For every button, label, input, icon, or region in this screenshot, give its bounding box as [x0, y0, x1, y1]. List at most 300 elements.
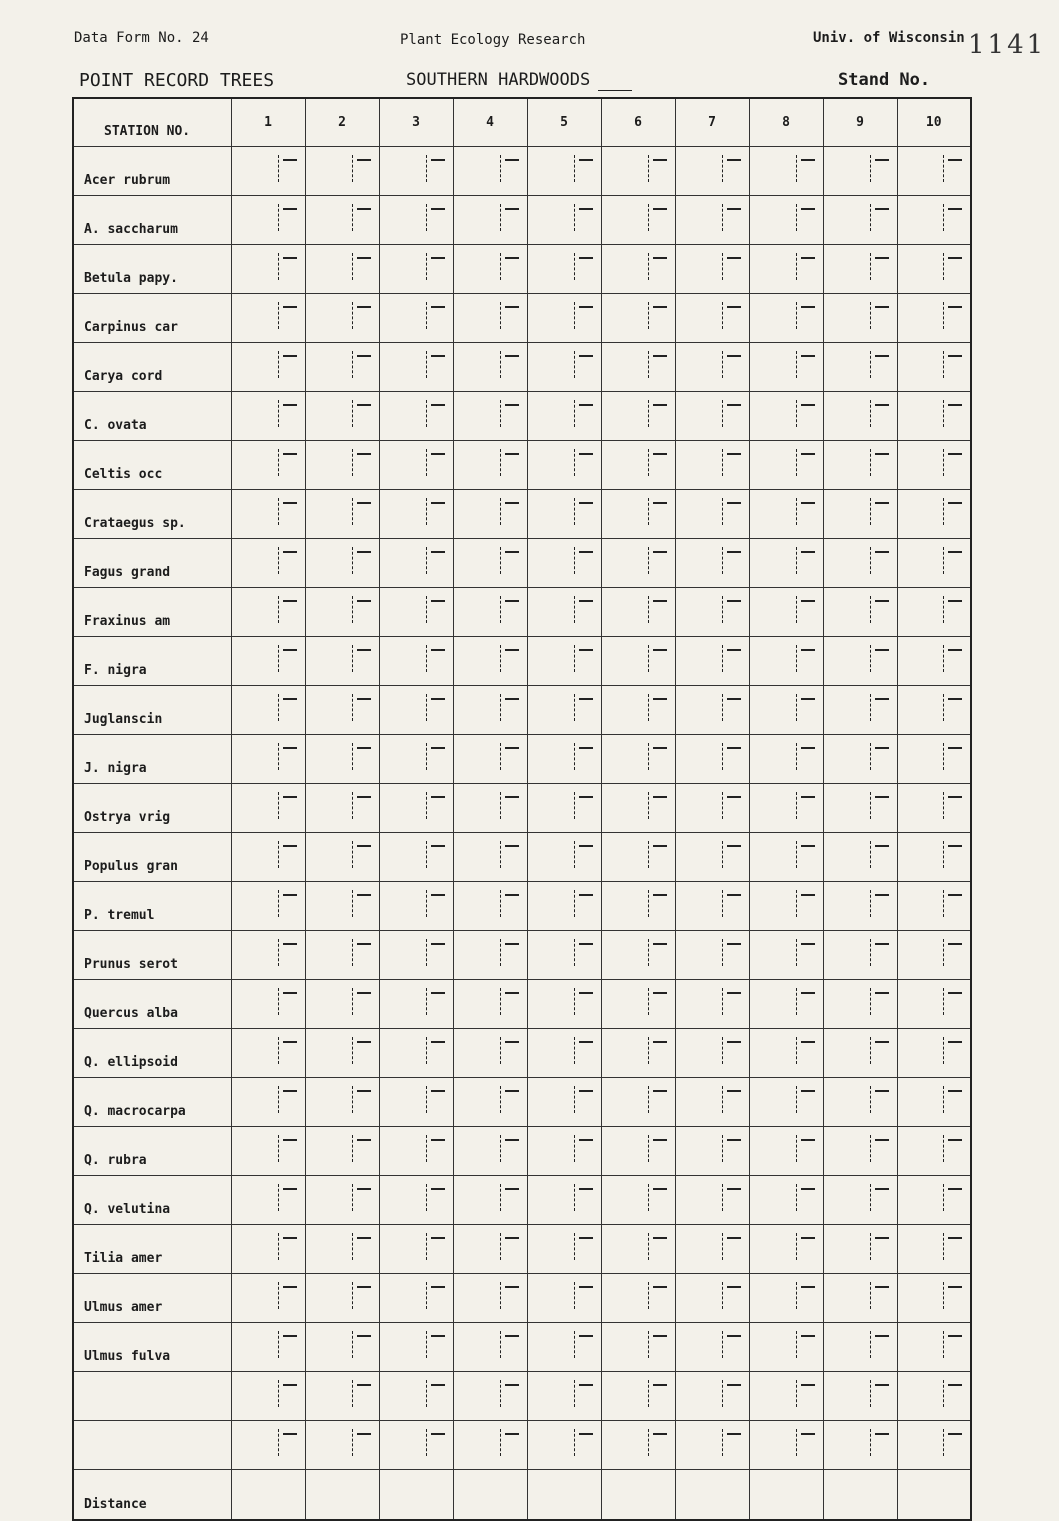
- entry-cell[interactable]: [823, 784, 897, 833]
- entry-cell[interactable]: [453, 1421, 527, 1470]
- subdivision-mark: [870, 939, 871, 966]
- entry-cell[interactable]: [601, 196, 675, 245]
- entry-cell[interactable]: [601, 833, 675, 882]
- entry-cell[interactable]: [601, 1274, 675, 1323]
- entry-cell[interactable]: [453, 539, 527, 588]
- entry-cell[interactable]: [231, 735, 305, 784]
- entry-cell[interactable]: [749, 686, 823, 735]
- entry-cell[interactable]: [527, 588, 601, 637]
- entry-cell[interactable]: [527, 1225, 601, 1274]
- entry-cell[interactable]: [305, 882, 379, 931]
- entry-cell[interactable]: [231, 392, 305, 441]
- entry-cell[interactable]: [453, 392, 527, 441]
- entry-cell[interactable]: [675, 1421, 749, 1470]
- entry-cell[interactable]: [231, 1323, 305, 1372]
- entry-cell[interactable]: [675, 1176, 749, 1225]
- entry-cell[interactable]: [675, 147, 749, 196]
- entry-cell[interactable]: [305, 490, 379, 539]
- entry-cell[interactable]: [231, 1029, 305, 1078]
- subdivision-dash: [875, 1139, 889, 1141]
- entry-cell[interactable]: [527, 833, 601, 882]
- entry-cell[interactable]: [379, 343, 453, 392]
- entry-cell[interactable]: [675, 1078, 749, 1127]
- entry-cell[interactable]: [453, 882, 527, 931]
- entry-cell[interactable]: [527, 931, 601, 980]
- entry-cell[interactable]: [749, 1127, 823, 1176]
- entry-cell[interactable]: [527, 1127, 601, 1176]
- entry-cell[interactable]: [379, 245, 453, 294]
- entry-cell[interactable]: [379, 735, 453, 784]
- entry-cell[interactable]: [453, 1372, 527, 1421]
- species-name: Carpinus car: [73, 294, 231, 343]
- entry-cell[interactable]: [897, 833, 971, 882]
- entry-cell[interactable]: [823, 147, 897, 196]
- entry-cell[interactable]: [601, 1029, 675, 1078]
- entry-cell[interactable]: [379, 196, 453, 245]
- entry-cell[interactable]: [675, 490, 749, 539]
- subdivision-dash: [948, 306, 962, 308]
- entry-cell[interactable]: [601, 1421, 675, 1470]
- entry-cell[interactable]: [601, 539, 675, 588]
- entry-cell[interactable]: [453, 441, 527, 490]
- entry-cell[interactable]: [897, 441, 971, 490]
- entry-cell[interactable]: [823, 1225, 897, 1274]
- entry-cell[interactable]: [601, 882, 675, 931]
- entry-cell[interactable]: [379, 1127, 453, 1176]
- entry-cell[interactable]: [379, 1176, 453, 1225]
- entry-cell[interactable]: [823, 588, 897, 637]
- entry-cell[interactable]: [601, 490, 675, 539]
- entry-cell[interactable]: [453, 735, 527, 784]
- entry-cell[interactable]: [231, 784, 305, 833]
- entry-cell[interactable]: [749, 490, 823, 539]
- entry-cell[interactable]: [305, 1274, 379, 1323]
- entry-cell[interactable]: [675, 1127, 749, 1176]
- entry-cell[interactable]: [823, 1078, 897, 1127]
- entry-cell[interactable]: [601, 1372, 675, 1421]
- entry-cell[interactable]: [379, 441, 453, 490]
- entry-cell[interactable]: [897, 686, 971, 735]
- entry-cell[interactable]: [601, 784, 675, 833]
- entry-cell[interactable]: [749, 1029, 823, 1078]
- entry-cell[interactable]: [305, 392, 379, 441]
- entry-cell[interactable]: [749, 245, 823, 294]
- entry-cell[interactable]: [379, 833, 453, 882]
- entry-cell[interactable]: [675, 833, 749, 882]
- entry-cell[interactable]: [601, 980, 675, 1029]
- entry-cell[interactable]: [823, 735, 897, 784]
- entry-cell[interactable]: [231, 1421, 305, 1470]
- entry-cell[interactable]: [379, 147, 453, 196]
- entry-cell[interactable]: [379, 1225, 453, 1274]
- entry-cell[interactable]: [527, 1029, 601, 1078]
- entry-cell[interactable]: [379, 784, 453, 833]
- entry-cell[interactable]: [231, 1078, 305, 1127]
- entry-cell[interactable]: [305, 735, 379, 784]
- entry-cell[interactable]: [527, 1176, 601, 1225]
- entry-cell[interactable]: [453, 196, 527, 245]
- subdivision-dash: [357, 845, 371, 847]
- subdivision-mark: [500, 596, 501, 623]
- entry-cell[interactable]: [823, 490, 897, 539]
- entry-cell[interactable]: [527, 735, 601, 784]
- entry-cell[interactable]: [675, 882, 749, 931]
- subdivision-mark: [352, 596, 353, 623]
- entry-cell[interactable]: [675, 735, 749, 784]
- entry-cell[interactable]: [527, 1323, 601, 1372]
- entry-cell[interactable]: [231, 882, 305, 931]
- entry-cell[interactable]: [305, 1176, 379, 1225]
- entry-cell[interactable]: [379, 490, 453, 539]
- entry-cell[interactable]: [897, 882, 971, 931]
- entry-cell[interactable]: [305, 980, 379, 1029]
- entry-cell[interactable]: [305, 1372, 379, 1421]
- distance-cell[interactable]: [527, 1470, 601, 1521]
- entry-cell[interactable]: [823, 686, 897, 735]
- distance-cell[interactable]: [823, 1470, 897, 1521]
- entry-cell[interactable]: [897, 1421, 971, 1470]
- entry-cell[interactable]: [675, 588, 749, 637]
- entry-cell[interactable]: [897, 1274, 971, 1323]
- entry-cell[interactable]: [897, 1176, 971, 1225]
- subdivision-dash: [727, 159, 741, 161]
- distance-cell[interactable]: [749, 1470, 823, 1521]
- entry-cell[interactable]: [453, 343, 527, 392]
- entry-cell[interactable]: [675, 1029, 749, 1078]
- entry-cell[interactable]: [453, 1029, 527, 1078]
- entry-cell[interactable]: [305, 1421, 379, 1470]
- entry-cell[interactable]: [231, 1274, 305, 1323]
- entry-cell[interactable]: [897, 294, 971, 343]
- entry-cell[interactable]: [527, 1078, 601, 1127]
- entry-cell[interactable]: [749, 1078, 823, 1127]
- entry-cell[interactable]: [823, 1421, 897, 1470]
- entry-cell[interactable]: [527, 441, 601, 490]
- entry-cell[interactable]: [379, 931, 453, 980]
- entry-cell[interactable]: [601, 931, 675, 980]
- entry-cell[interactable]: [305, 343, 379, 392]
- entry-cell[interactable]: [749, 1274, 823, 1323]
- entry-cell[interactable]: [453, 294, 527, 343]
- entry-cell[interactable]: [453, 245, 527, 294]
- subdivision-mark: [722, 1331, 723, 1358]
- subdivision-mark: [870, 1282, 871, 1309]
- entry-cell[interactable]: [675, 245, 749, 294]
- entry-cell[interactable]: [527, 882, 601, 931]
- entry-cell[interactable]: [305, 245, 379, 294]
- subdivision-dash: [357, 257, 371, 259]
- entry-cell[interactable]: [453, 1274, 527, 1323]
- entry-cell[interactable]: [675, 539, 749, 588]
- distance-cell[interactable]: [379, 1470, 453, 1521]
- entry-cell[interactable]: [897, 1323, 971, 1372]
- entry-cell[interactable]: [749, 1176, 823, 1225]
- entry-cell[interactable]: [897, 588, 971, 637]
- entry-cell[interactable]: [823, 1323, 897, 1372]
- entry-cell[interactable]: [601, 441, 675, 490]
- entry-cell[interactable]: [231, 490, 305, 539]
- entry-cell[interactable]: [823, 1029, 897, 1078]
- entry-cell[interactable]: [897, 1372, 971, 1421]
- entry-cell[interactable]: [749, 1421, 823, 1470]
- entry-cell[interactable]: [749, 1225, 823, 1274]
- entry-cell[interactable]: [601, 343, 675, 392]
- entry-cell[interactable]: [823, 1127, 897, 1176]
- distance-cell[interactable]: [453, 1470, 527, 1521]
- entry-cell[interactable]: [379, 294, 453, 343]
- entry-cell[interactable]: [897, 196, 971, 245]
- entry-cell[interactable]: [601, 588, 675, 637]
- subdivision-mark: [870, 1135, 871, 1162]
- entry-cell[interactable]: [231, 980, 305, 1029]
- entry-cell[interactable]: [379, 686, 453, 735]
- entry-cell[interactable]: [379, 637, 453, 686]
- distance-cell[interactable]: [601, 1470, 675, 1521]
- entry-cell[interactable]: [453, 490, 527, 539]
- entry-cell[interactable]: [897, 637, 971, 686]
- entry-cell[interactable]: [453, 1176, 527, 1225]
- entry-cell[interactable]: [453, 637, 527, 686]
- entry-cell[interactable]: [231, 196, 305, 245]
- entry-cell[interactable]: [305, 441, 379, 490]
- subdivision-mark: [796, 841, 797, 868]
- entry-cell[interactable]: [527, 1372, 601, 1421]
- entry-cell[interactable]: [527, 245, 601, 294]
- entry-cell[interactable]: [601, 294, 675, 343]
- entry-cell[interactable]: [305, 1323, 379, 1372]
- entry-cell[interactable]: [601, 1127, 675, 1176]
- entry-cell[interactable]: [527, 686, 601, 735]
- entry-cell[interactable]: [749, 1372, 823, 1421]
- entry-cell[interactable]: [823, 637, 897, 686]
- entry-cell[interactable]: [527, 294, 601, 343]
- entry-cell[interactable]: [527, 1421, 601, 1470]
- entry-cell[interactable]: [305, 784, 379, 833]
- subdivision-dash: [875, 1188, 889, 1190]
- entry-cell[interactable]: [231, 245, 305, 294]
- entry-cell[interactable]: [527, 539, 601, 588]
- entry-cell[interactable]: [527, 196, 601, 245]
- entry-cell[interactable]: [379, 588, 453, 637]
- entry-cell[interactable]: [379, 1274, 453, 1323]
- entry-cell[interactable]: [305, 637, 379, 686]
- entry-cell[interactable]: [305, 1225, 379, 1274]
- entry-cell[interactable]: [749, 931, 823, 980]
- entry-cell[interactable]: [823, 196, 897, 245]
- entry-cell[interactable]: [749, 833, 823, 882]
- entry-cell[interactable]: [675, 392, 749, 441]
- entry-cell[interactable]: [749, 147, 823, 196]
- entry-cell[interactable]: [527, 637, 601, 686]
- entry-cell[interactable]: [675, 784, 749, 833]
- entry-cell[interactable]: [675, 980, 749, 1029]
- entry-cell[interactable]: [823, 539, 897, 588]
- entry-cell[interactable]: [601, 1323, 675, 1372]
- entry-cell[interactable]: [601, 392, 675, 441]
- entry-cell[interactable]: [749, 637, 823, 686]
- subdivision-dash: [948, 943, 962, 945]
- entry-cell[interactable]: [305, 539, 379, 588]
- entry-cell[interactable]: [601, 1078, 675, 1127]
- entry-cell[interactable]: [897, 245, 971, 294]
- entry-cell[interactable]: [823, 1176, 897, 1225]
- entry-cell[interactable]: [453, 1127, 527, 1176]
- entry-cell[interactable]: [823, 931, 897, 980]
- entry-cell[interactable]: [897, 1127, 971, 1176]
- entry-cell[interactable]: [305, 833, 379, 882]
- entry-cell[interactable]: [231, 1225, 305, 1274]
- entry-cell[interactable]: [749, 441, 823, 490]
- entry-cell[interactable]: [231, 1176, 305, 1225]
- entry-cell[interactable]: [231, 147, 305, 196]
- subdivision-mark: [500, 1037, 501, 1064]
- entry-cell[interactable]: [453, 588, 527, 637]
- entry-cell[interactable]: [231, 637, 305, 686]
- entry-cell[interactable]: [897, 1078, 971, 1127]
- entry-cell[interactable]: [379, 1372, 453, 1421]
- entry-cell[interactable]: [897, 1225, 971, 1274]
- entry-cell[interactable]: [897, 343, 971, 392]
- entry-cell[interactable]: [897, 392, 971, 441]
- entry-cell[interactable]: [305, 1029, 379, 1078]
- entry-cell[interactable]: [823, 392, 897, 441]
- entry-cell[interactable]: [453, 931, 527, 980]
- entry-cell[interactable]: [231, 588, 305, 637]
- entry-cell[interactable]: [453, 1225, 527, 1274]
- entry-cell[interactable]: [379, 539, 453, 588]
- entry-cell[interactable]: [749, 196, 823, 245]
- entry-cell[interactable]: [527, 784, 601, 833]
- entry-cell[interactable]: [379, 1029, 453, 1078]
- entry-cell[interactable]: [897, 784, 971, 833]
- entry-cell[interactable]: [897, 980, 971, 1029]
- entry-cell[interactable]: [379, 1421, 453, 1470]
- entry-cell[interactable]: [305, 1078, 379, 1127]
- entry-cell[interactable]: [527, 490, 601, 539]
- entry-cell[interactable]: [379, 1078, 453, 1127]
- entry-cell[interactable]: [231, 1372, 305, 1421]
- entry-cell[interactable]: [601, 147, 675, 196]
- entry-cell[interactable]: [379, 392, 453, 441]
- entry-cell[interactable]: [527, 1274, 601, 1323]
- entry-cell[interactable]: [749, 882, 823, 931]
- entry-cell[interactable]: [601, 245, 675, 294]
- entry-cell[interactable]: [305, 1127, 379, 1176]
- entry-cell[interactable]: [231, 441, 305, 490]
- entry-cell[interactable]: [749, 294, 823, 343]
- entry-cell[interactable]: [675, 1274, 749, 1323]
- entry-cell[interactable]: [305, 294, 379, 343]
- entry-cell[interactable]: [601, 686, 675, 735]
- entry-cell[interactable]: [749, 392, 823, 441]
- entry-cell[interactable]: [379, 1323, 453, 1372]
- entry-cell[interactable]: [231, 931, 305, 980]
- entry-cell[interactable]: [897, 931, 971, 980]
- subdivision-mark: [796, 1429, 797, 1456]
- entry-cell[interactable]: [453, 833, 527, 882]
- entry-cell[interactable]: [823, 833, 897, 882]
- entry-cell[interactable]: [823, 1274, 897, 1323]
- entry-cell[interactable]: [823, 343, 897, 392]
- entry-cell[interactable]: [231, 686, 305, 735]
- entry-cell[interactable]: [527, 147, 601, 196]
- entry-cell[interactable]: [823, 294, 897, 343]
- entry-cell[interactable]: [305, 588, 379, 637]
- entry-cell[interactable]: [231, 343, 305, 392]
- entry-cell[interactable]: [453, 686, 527, 735]
- entry-cell[interactable]: [379, 980, 453, 1029]
- subdivision-dash: [579, 1384, 593, 1386]
- entry-cell[interactable]: [897, 539, 971, 588]
- entry-cell[interactable]: [601, 1176, 675, 1225]
- entry-cell[interactable]: [601, 637, 675, 686]
- entry-cell[interactable]: [897, 735, 971, 784]
- entry-cell[interactable]: [453, 147, 527, 196]
- entry-cell[interactable]: [675, 1372, 749, 1421]
- entry-cell[interactable]: [379, 882, 453, 931]
- entry-cell[interactable]: [527, 980, 601, 1029]
- entry-cell[interactable]: [749, 588, 823, 637]
- entry-cell[interactable]: [897, 147, 971, 196]
- entry-cell[interactable]: [749, 784, 823, 833]
- distance-cell[interactable]: [897, 1470, 971, 1521]
- entry-cell[interactable]: [675, 637, 749, 686]
- entry-cell[interactable]: [675, 686, 749, 735]
- entry-cell[interactable]: [305, 196, 379, 245]
- entry-cell[interactable]: [749, 980, 823, 1029]
- entry-cell[interactable]: [453, 980, 527, 1029]
- entry-cell[interactable]: [749, 539, 823, 588]
- entry-cell[interactable]: [453, 784, 527, 833]
- entry-cell[interactable]: [601, 1225, 675, 1274]
- entry-cell[interactable]: [675, 294, 749, 343]
- entry-cell[interactable]: [823, 980, 897, 1029]
- entry-cell[interactable]: [305, 931, 379, 980]
- subdivision-dash: [653, 1384, 667, 1386]
- entry-cell[interactable]: [231, 1127, 305, 1176]
- entry-cell[interactable]: [231, 833, 305, 882]
- entry-cell[interactable]: [749, 1323, 823, 1372]
- entry-cell[interactable]: [675, 931, 749, 980]
- distance-cell[interactable]: [675, 1470, 749, 1521]
- entry-cell[interactable]: [305, 147, 379, 196]
- entry-cell[interactable]: [527, 392, 601, 441]
- entry-cell[interactable]: [453, 1078, 527, 1127]
- entry-cell[interactable]: [453, 1323, 527, 1372]
- entry-cell[interactable]: [897, 1029, 971, 1078]
- entry-cell[interactable]: [675, 343, 749, 392]
- entry-cell[interactable]: [675, 441, 749, 490]
- entry-cell[interactable]: [675, 1225, 749, 1274]
- entry-cell[interactable]: [749, 735, 823, 784]
- entry-cell[interactable]: [823, 245, 897, 294]
- entry-cell[interactable]: [305, 686, 379, 735]
- entry-cell[interactable]: [601, 735, 675, 784]
- entry-cell[interactable]: [823, 1372, 897, 1421]
- entry-cell[interactable]: [823, 882, 897, 931]
- entry-cell[interactable]: [749, 343, 823, 392]
- entry-cell[interactable]: [527, 343, 601, 392]
- entry-cell[interactable]: [231, 294, 305, 343]
- entry-cell[interactable]: [675, 196, 749, 245]
- distance-cell[interactable]: [305, 1470, 379, 1521]
- entry-cell[interactable]: [897, 490, 971, 539]
- subdivision-dash: [875, 1433, 889, 1435]
- distance-cell[interactable]: [231, 1470, 305, 1521]
- entry-cell[interactable]: [675, 1323, 749, 1372]
- entry-cell[interactable]: [231, 539, 305, 588]
- entry-cell[interactable]: [823, 441, 897, 490]
